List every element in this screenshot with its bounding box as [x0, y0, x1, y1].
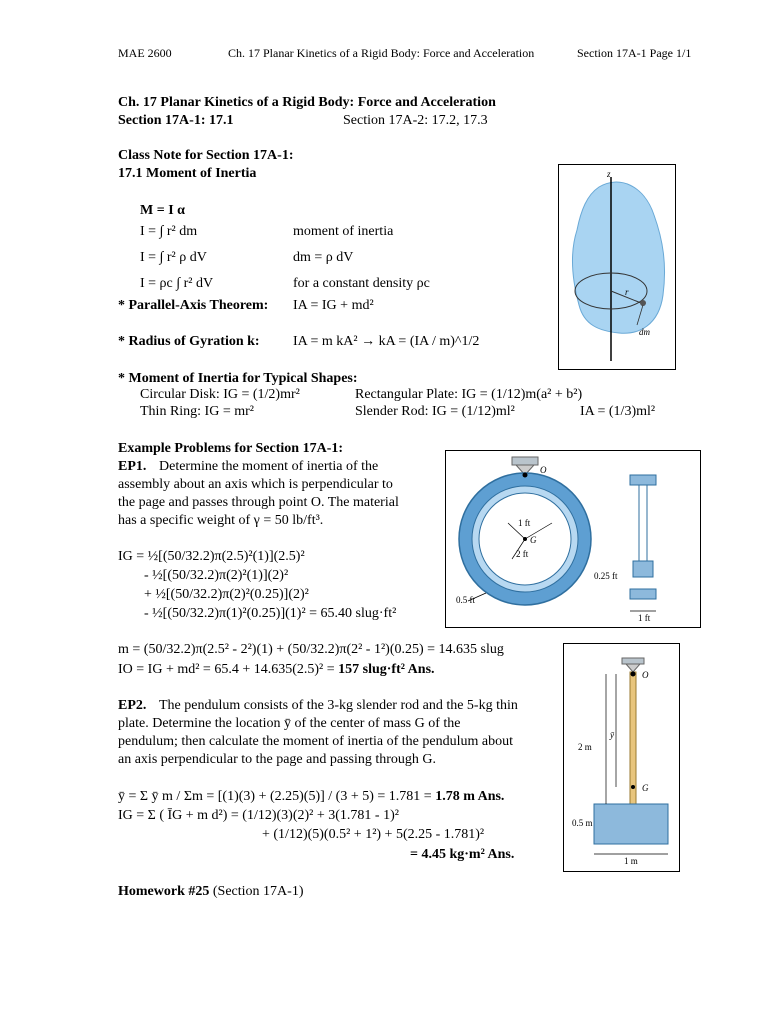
ep2-text-1: plate. Determine the location ȳ of the center of mass G of the [118, 716, 461, 731]
fig3-2m-label: 2 m [578, 742, 592, 752]
ep1-calc-0: IG = ½[(50/32.2)π(2.5)²(1)](2.5)² [118, 549, 305, 564]
ep1-text-3: has a specific weight of γ = 50 lb/ft³. [118, 513, 324, 528]
shape-plate: Rectangular Plate: IG = (1/12)m(a² + b²) [355, 387, 583, 402]
shape-rod-a: IA = (1/3)ml² [580, 404, 656, 419]
ep2-ig-1: IG = Σ ( ĪG + m d²) = (1/12)(3)(2)² + 3(1.781 - 1)² [118, 808, 399, 823]
fig2-g-label: G [530, 535, 537, 545]
fig2-widthft-label: 1 ft [638, 613, 651, 623]
header-chapter: Ch. 17 Planar Kinetics of a Rigid Body: Force and Acceleration [228, 46, 535, 60]
fig2-1ft-label: 1 ft [518, 518, 531, 528]
section-b: Section 17A-2: 17.2, 17.3 [343, 113, 488, 128]
ep1-calc-2: + ½[(50/32.2)π(2)²(0.25)](2)² [144, 587, 309, 602]
fig3-ybar-label: ȳ [610, 730, 614, 740]
eq2-left: I = ∫ r² ρ dV [140, 250, 207, 265]
header-section-page: Section 17A-1 Page 1/1 [577, 46, 692, 60]
page-title: Ch. 17 Planar Kinetics of a Rigid Body: Force and Acceleration [118, 95, 496, 110]
eq3-left: I = ρc ∫ r² dV [140, 276, 214, 291]
class-note-heading: Class Note for Section 17A-1: [118, 148, 294, 163]
fig3-g-label: G [642, 783, 649, 793]
figure-disk-assembly [445, 450, 701, 628]
parallel-axis-label: * Parallel-Axis Theorem: [118, 298, 269, 313]
eq1-right: moment of inertia [293, 224, 394, 239]
gyration-label: * Radius of Gyration k: [118, 334, 260, 349]
examples-heading: Example Problems for Section 17A-1: [118, 441, 344, 456]
shape-rod: Slender Rod: IG = (1/12)ml² [355, 404, 515, 419]
ep1-calc-3: - ½[(50/32.2)π(1)²(0.25)](1)² = 65.40 slug·ft² [144, 606, 397, 621]
eq3-right: for a constant density ρc [293, 276, 430, 291]
section-a: Section 17A-1: 17.1 [118, 113, 234, 128]
ep2-text-0: The pendulum consists of the 3-kg slender rod and the 5-kg thin [159, 698, 518, 713]
ep1-text-2: the page and passes through point O. The material [118, 495, 399, 510]
shape-disk: Circular Disk: IG = (1/2)mr² [140, 387, 300, 402]
figure-pendulum [563, 643, 680, 872]
ep1-mass: m = (50/32.2)π(2.5² - 2²)(1) + (50/32.2)π(2² - 1²)(0.25) = 14.635 slug [118, 642, 504, 657]
parallel-axis-eq: IA = IG + md² [293, 298, 374, 313]
ep1-answer: 157 slug·ft² Ans. [338, 662, 435, 677]
axis-z-label: z [607, 169, 611, 179]
fig2-halfft-label: 0.5 ft [456, 595, 475, 605]
fig3-1m-label: 1 m [624, 856, 638, 866]
eq2-right: dm = ρ dV [293, 250, 354, 265]
ep2-ig-2: + (1/12)(5)(0.5² + 1²) + 5(2.25 - 1.781)² [262, 827, 485, 842]
fig3-o-label: O [642, 670, 649, 680]
ep1-text-1: assembly about an axis which is perpendicular to [118, 477, 393, 492]
fig2-o-label: O [540, 465, 547, 475]
shape-ring: Thin Ring: IG = mr² [140, 404, 254, 419]
ep2-text-3: an axis perpendicular to the page and passing through G. [118, 752, 437, 767]
header-course: MAE 2600 [118, 46, 172, 60]
fig2-quarterft-label: 0.25 ft [594, 571, 618, 581]
ep1-calc-1: - ½[(50/32.2)π(2)²(1)](2)² [144, 568, 289, 583]
ep2-ybar-answer: 1.78 m Ans. [435, 789, 505, 804]
ep2-text-2: pendulum; then calculate the moment of inertia of the pendulum about [118, 734, 513, 749]
ep1-text-0: Determine the moment of inertia of the [159, 459, 379, 474]
ep2-ybar: ȳ = Σ ȳ m / Σm = [(1)(3) + (2.25)(5)] / (3 + 5) = 1.781 = 1.78 m Ans. [118, 789, 505, 804]
ep2-ig-answer: = 4.45 kg·m² Ans. [410, 847, 515, 862]
shapes-label: * Moment of Inertia for Typical Shapes: [118, 371, 358, 386]
fig2-2ft-label: 2 ft [516, 549, 529, 559]
eq-m: M = I α [140, 203, 185, 218]
figure-rigid-body [558, 164, 676, 370]
homework: Homework #25 (Section 17A-1) [118, 884, 304, 899]
dm-label: dm [639, 327, 650, 337]
fig3-halfm-label: 0.5 m [572, 818, 593, 828]
ep2-label: EP2. [118, 698, 147, 713]
gyration-eq: IA = m kA² → kA = (IA / m)^1/2 [293, 334, 480, 349]
ep1-label: EP1. [118, 459, 147, 474]
class-note-subheading: 17.1 Moment of Inertia [118, 166, 257, 181]
eq1-left: I = ∫ r² dm [140, 224, 198, 239]
ep1-io: IO = IG + md² = 65.4 + 14.635(2.5)² = 157 slug·ft² Ans. [118, 662, 435, 677]
radius-r-label: r [625, 287, 629, 297]
